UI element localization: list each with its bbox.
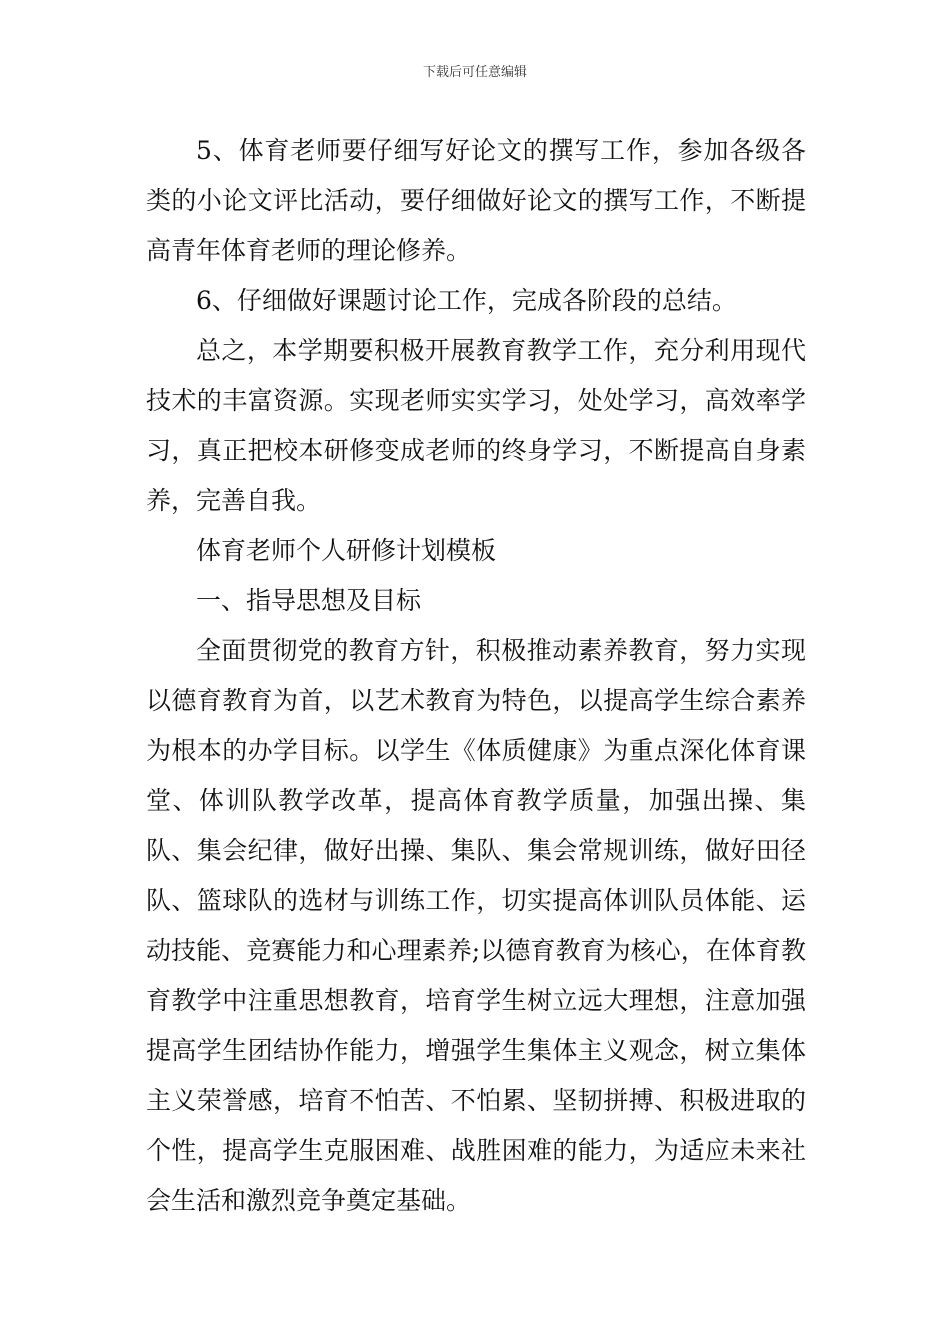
paragraph-guiding-ideas: 全面贯彻党的教育方针，积极推动素养教育，努力实现以德育教育为首，以艺术教育为特色，以提高学生综合素养为根本的办学目标。以学生《体质健康》为重点深化体育课堂、体训队教学改革，提高体育教学质量，加强出操、集队、集会纪律，做好出操、集队、集会常规训练，做好田径队、篮球队的选材与训练工作，切实提高体训队员体能、运动技能、竞赛能力和心理素养;以德育教育为核心，在体育教育教学中注重思想教育，培育学生树立远大理想，注意加强提高学生团结协作能力，增强学生集体主义观念，树立集体主义荣誉感，培育不怕苦、不怕累、坚韧拼搏、积极进取的个性，提高学生克服困难、战胜困难的能力，为适应未来社会生活和激烈竞争奠定基础。	[146, 636, 806, 1215]
page-header: 下载后可任意编辑	[422, 65, 527, 80]
document-body	[146, 126, 806, 1226]
paragraph-summary: 总之，本学期要积极开展教育教学工作，充分利用现代技术的丰富资源。实现老师实实学习，处处学习，高效率学习，真正把校本研修变成老师的终身学习，不断提高自身素养，完善自我。	[146, 336, 806, 515]
section-heading-1: 一、指导思想及目标	[196, 586, 422, 615]
paragraph-item-5: 5、体育老师要仔细写好论文的撰写工作，参加各级各类的小论文评比活动，要仔细做好论文的撰写工作，不断提高青年体育老师的理论修养。	[146, 136, 806, 265]
paragraph-item-6: 6、仔细做好课题讨论工作，完成各阶段的总结。	[196, 286, 737, 315]
section-title: 体育老师个人研修计划模板	[196, 536, 497, 565]
